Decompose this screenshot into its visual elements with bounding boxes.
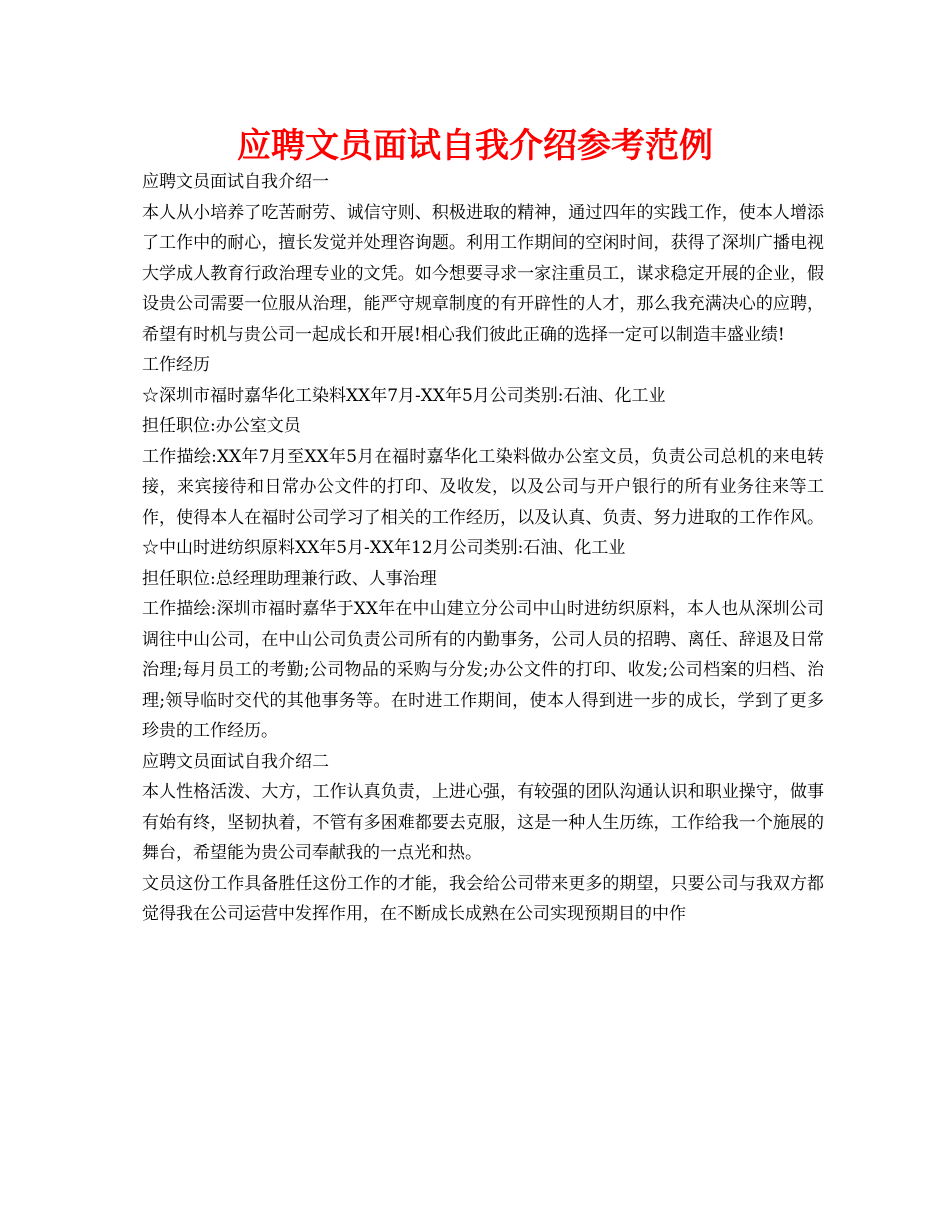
document-body bbox=[142, 167, 824, 930]
body-paragraph: 担任职位:总经理助理兼行政、人事治理 bbox=[142, 568, 437, 589]
section-heading: 应聘文员面试自我介绍一 bbox=[142, 172, 329, 192]
body-paragraph: 工作描绘:深圳市福时嘉华于XX年在中山建立分公司中山时进纺织原料，本人也从深圳公司调往中山公司，在中山公司负责公司所有的内勤事务，公司人员的招聘、离任、辞退及日常治理;每月员工的考勤;公司物品的采购与分发;办公文件的打印、收发;公司档案的归档、治理;领导临时交代的其他事务等。在时进工作期间，使本人得到进一步的成长，学到了更多珍贵的工作经历。 bbox=[142, 599, 824, 741]
document-title: 应聘文员面试自我介绍参考范例 bbox=[237, 126, 713, 166]
body-paragraph: 本人性格活泼、大方，工作认真负责，上进心强，有较强的团队沟通认识和职业操守，做事有始有终，坚韧执着，不管有多困难都要去克服，这是一种人生历练，工作给我一个施展的舞台，希望能为贵公司奉献我的一点光和热。 bbox=[142, 782, 824, 863]
body-paragraph: 本人从小培养了吃苦耐劳、诚信守则、积极进取的精神，通过四年的实践工作，使本人增添了工作中的耐心，擅长发觉并处理咨询题。利用工作期间的空闲时间，获得了深圳广播电视大学成人教育行政治理专业的文凭。如今想要寻求一家注重员工，谋求稳定开展的企业，假设贵公司需要一位服从治理，能严守规章制度的有开辟性的人才，那么我充满决心的应聘，希望有时机与贵公司一起成长和开展!相心我们彼此正确的选择一定可以制造丰盛业绩! bbox=[142, 202, 824, 345]
body-paragraph: ☆深圳市福时嘉华化工染料XX年7月-XX年5月公司类别:石油、化工业 bbox=[142, 385, 666, 406]
section-heading: 应聘文员面试自我介绍二 bbox=[142, 751, 329, 772]
body-paragraph: 工作描绘:XX年7月至XX年5月在福时嘉华化工染料做办公室文员，负责公司总机的来电转接，来宾接待和日常办公文件的打印、及收发，以及公司与开户银行的所有业务往来等工作，使得本人在福时公司学习了相关的工作经历，以及认真、负责、努力进取的工作作风。☆中山时进纺织原料XX年5月-XX年12月公司类别:石油、化工业 bbox=[142, 446, 824, 558]
section-heading: 工作经历 bbox=[142, 355, 210, 375]
body-paragraph: 担任职位:办公室文员 bbox=[142, 416, 301, 436]
body-paragraph: 文员这份工作具备胜任这份工作的才能，我会给公司带来更多的期望，只要公司与我双方都觉得我在公司运营中发挥作用，在不断成长成熟在公司实现预期目的中作 bbox=[142, 873, 824, 924]
